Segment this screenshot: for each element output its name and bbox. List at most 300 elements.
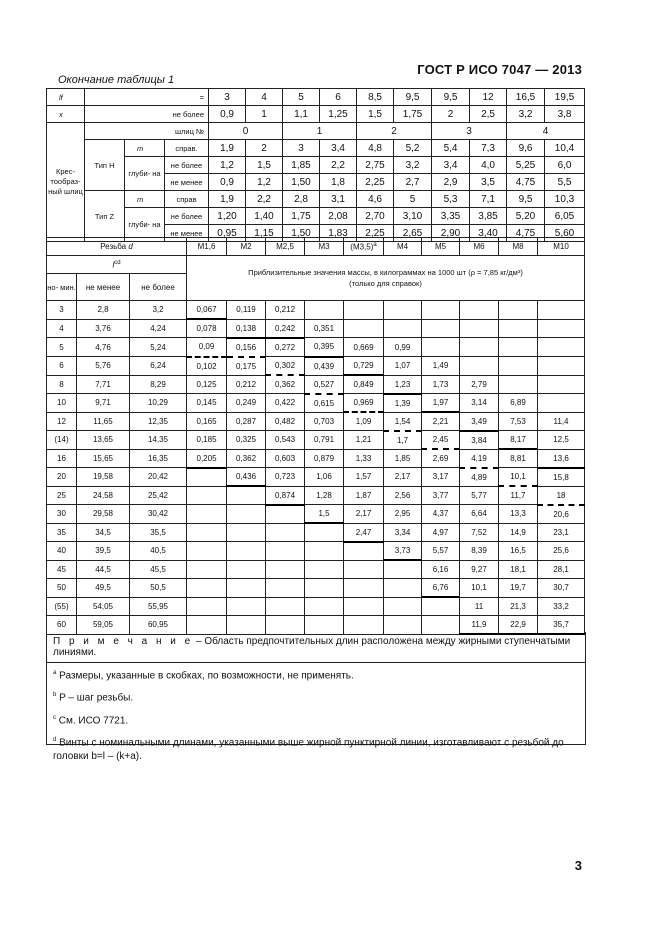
min-length: 5,76: [77, 357, 130, 376]
mass-value: 0,729: [344, 357, 384, 376]
slot-number: 0: [209, 123, 283, 140]
mass-value: 0,543: [266, 431, 305, 450]
m-value: 4,6: [357, 191, 394, 208]
table-row: [47, 319, 585, 338]
slot-number: 2: [357, 123, 432, 140]
footnote-b: $^b$ P – шаг резьбы.: [53, 692, 134, 704]
min-length: 3,76: [77, 319, 130, 338]
mass-value: 0,09: [187, 338, 227, 357]
mass-value: 4,19: [460, 449, 499, 468]
mass-value: 0,175: [227, 357, 266, 376]
mass-value: 0,422: [266, 394, 305, 413]
mass-value: 0,879: [305, 449, 344, 468]
recess-label: Крес- тообраз- ный шлиц: [47, 123, 85, 242]
depth-min-value: 4,75: [507, 225, 545, 242]
mass-value: 0,325: [227, 431, 266, 450]
mass-value: 1,33: [344, 449, 384, 468]
mass-value: 35,7: [538, 616, 585, 635]
mass-value: 0,212: [227, 375, 266, 394]
mass-value: [187, 468, 227, 487]
mass-value: 6,16: [422, 560, 460, 579]
mass-value: 5,57: [422, 542, 460, 561]
nominal-length: 12: [47, 412, 77, 431]
mass-value: [227, 523, 266, 542]
slot-label: шлиц №: [85, 123, 209, 140]
mass-value: [227, 542, 266, 561]
depth-max-value: 1,20: [209, 208, 246, 225]
thread-size: M1,6: [187, 238, 227, 256]
m-value: 5,4: [432, 140, 470, 157]
lf-value: 19,5: [545, 89, 585, 106]
mass-value: 0,99: [384, 338, 422, 357]
mass-value: [187, 560, 227, 579]
table-row: [47, 375, 585, 394]
mass-value: [538, 301, 585, 320]
mass-value: 0,138: [227, 319, 266, 338]
mass-value: 0,395: [305, 338, 344, 357]
mass-value: 0,703: [305, 412, 344, 431]
x-value: 2,5: [470, 106, 507, 123]
max-length: 6,24: [130, 357, 187, 376]
mass-value: 25,6: [538, 542, 585, 561]
mass-value: 1,06: [305, 468, 344, 487]
depth-max-value: 3,35: [432, 208, 470, 225]
mass-value: [384, 579, 422, 598]
depth-max-value: 1,5: [246, 157, 283, 174]
depth-min-value: 0,95: [209, 225, 246, 242]
mass-value: [305, 579, 344, 598]
depth-min-value: 2,90: [432, 225, 470, 242]
table-row: [47, 106, 585, 123]
lf-value: 3: [209, 89, 246, 106]
mass-value: [227, 505, 266, 524]
thread-size: M10: [538, 238, 585, 256]
mass-value: 0,615: [305, 394, 344, 413]
mass-value: [266, 542, 305, 561]
mass-value: 18: [538, 486, 585, 505]
nominal-length: 35: [47, 523, 77, 542]
table-row: [47, 140, 585, 157]
mass-value: 0,527: [305, 375, 344, 394]
mass-value: 1,39: [384, 394, 422, 413]
cond-cell: не менее: [165, 225, 209, 242]
m-value: 3,1: [320, 191, 357, 208]
table-row: [47, 394, 585, 413]
table-row: [47, 560, 585, 579]
table-caption: Окончание таблицы 1: [58, 74, 175, 86]
x-value: 3,2: [507, 106, 545, 123]
max-length: 12,35: [130, 412, 187, 431]
m-value: 2: [246, 140, 283, 157]
table-row: [47, 208, 585, 225]
mass-value: 2,47: [344, 523, 384, 542]
depth-max-value: 2,70: [357, 208, 394, 225]
mass-value: 1,54: [384, 412, 422, 431]
max-length: 35,5: [130, 523, 187, 542]
mass-value: 19,7: [499, 579, 538, 598]
mass-value: [266, 505, 305, 524]
mass-value: [344, 319, 384, 338]
slot-number: 1: [283, 123, 357, 140]
mass-value: [227, 597, 266, 616]
lf-value: 8,5: [357, 89, 394, 106]
table-row: [47, 89, 585, 106]
mass-value: [538, 319, 585, 338]
mass-value: 23,1: [538, 523, 585, 542]
m-value: 3: [283, 140, 320, 157]
nominal-length: 3: [47, 301, 77, 320]
mass-value: [266, 597, 305, 616]
nominal-length: 16: [47, 449, 77, 468]
nominal-length: 60: [47, 616, 77, 635]
table-row: [47, 431, 585, 450]
thread-size: M4: [384, 238, 422, 256]
thread-size: M6: [460, 238, 499, 256]
min-length: 15,65: [77, 449, 130, 468]
depth-min-value: 1,83: [320, 225, 357, 242]
mass-value: [460, 301, 499, 320]
depth-max-value: 6,0: [545, 157, 585, 174]
mass-value: [227, 560, 266, 579]
nominal-length: 40: [47, 542, 77, 561]
cond-cell: не более: [85, 106, 209, 123]
mass-value: 8,17: [499, 431, 538, 450]
min-length: 44,5: [77, 560, 130, 579]
mass-value: [344, 579, 384, 598]
min-length: 13,65: [77, 431, 130, 450]
mass-value: 2,21: [422, 412, 460, 431]
max-length: 14,35: [130, 431, 187, 450]
depth-min-value: 1,50: [283, 174, 320, 191]
mass-value: [187, 579, 227, 598]
col-max: не более: [130, 274, 187, 301]
depth-min-value: 2,9: [432, 174, 470, 191]
depth-max-value: 1,40: [246, 208, 283, 225]
min-length: 19,58: [77, 468, 130, 487]
min-length: 59,05: [77, 616, 130, 635]
length-label: $l^{cd}$: [47, 256, 187, 274]
mass-value: [422, 301, 460, 320]
mass-value: 0,723: [266, 468, 305, 487]
mass-value: 0,791: [305, 431, 344, 450]
mass-value: [422, 319, 460, 338]
min-length: 24,58: [77, 486, 130, 505]
mass-table: [46, 237, 585, 635]
m-value: 4,8: [357, 140, 394, 157]
mass-value: [227, 579, 266, 598]
m-value: 7,1: [470, 191, 507, 208]
x-value: 1,1: [283, 106, 320, 123]
mass-value: 6,64: [460, 505, 499, 524]
mass-value: [187, 505, 227, 524]
min-length: 49,5: [77, 579, 130, 598]
mass-value: [266, 523, 305, 542]
depth-min-value: 1,8: [320, 174, 357, 191]
depth-min-value: 5,5: [545, 174, 585, 191]
mass-value: [305, 301, 344, 320]
max-length: 10,29: [130, 394, 187, 413]
table-row: [47, 579, 585, 598]
mass-value: 12,5: [538, 431, 585, 450]
mass-value: 13,6: [538, 449, 585, 468]
mass-value: [384, 301, 422, 320]
mass-value: [384, 597, 422, 616]
m-value: 2,2: [246, 191, 283, 208]
mass-value: 2,17: [384, 468, 422, 487]
mass-value: 15,8: [538, 468, 585, 487]
mass-value: [499, 375, 538, 394]
depth-max-value: 6,05: [545, 208, 585, 225]
nominal-length: 50: [47, 579, 77, 598]
mass-value: [538, 338, 585, 357]
depth-label: глуби- на: [125, 157, 165, 191]
mass-value: 16,5: [499, 542, 538, 561]
mass-value: 14,9: [499, 523, 538, 542]
mass-value: 1,57: [344, 468, 384, 487]
mass-value: 11,7: [499, 486, 538, 505]
depth-max-value: 3,10: [394, 208, 432, 225]
mass-value: 0,156: [227, 338, 266, 357]
thread-size: M3: [305, 238, 344, 256]
max-length: 25,42: [130, 486, 187, 505]
max-length: 16,35: [130, 449, 187, 468]
mass-value: 2,17: [344, 505, 384, 524]
depth-max-value: 1,85: [283, 157, 320, 174]
table-row: [47, 191, 585, 208]
table-row: [47, 597, 585, 616]
symbol-lf: lf: [47, 89, 85, 106]
mass-value: 0,205: [187, 449, 227, 468]
depth-min-value: 4,75: [507, 174, 545, 191]
table-row: [47, 468, 585, 487]
depth-max-value: 5,25: [507, 157, 545, 174]
depth-min-value: 1,15: [246, 225, 283, 242]
mass-value: [344, 597, 384, 616]
depth-min-value: 1,2: [246, 174, 283, 191]
m-value: 5: [394, 191, 432, 208]
footnote-a: $^a$ Размеры, указанные в скобках, по возможности, не применять.: [53, 670, 354, 682]
table-row: [47, 486, 585, 505]
col-min: не менее: [77, 274, 130, 301]
mass-value: [266, 560, 305, 579]
mass-value: 0,242: [266, 319, 305, 338]
m-value: 1,9: [209, 191, 246, 208]
mass-value: [460, 357, 499, 376]
mass-value: [344, 301, 384, 320]
nominal-length: 30: [47, 505, 77, 524]
mass-value: 1,85: [384, 449, 422, 468]
nominal-length: 4: [47, 319, 77, 338]
mass-value: 22,9: [499, 616, 538, 635]
thread-size: $(M3,5)^a$: [344, 238, 384, 256]
depth-max-value: 2,08: [320, 208, 357, 225]
mass-value: [187, 597, 227, 616]
mass-value: 1,7: [384, 431, 422, 450]
mass-value: 0,436: [227, 468, 266, 487]
m-value: 7,3: [470, 140, 507, 157]
mass-value: 0,669: [344, 338, 384, 357]
mass-value: 0,145: [187, 394, 227, 413]
mass-value: 1,28: [305, 486, 344, 505]
depth-min-value: 2,7: [394, 174, 432, 191]
slot-number: 4: [507, 123, 585, 140]
depth-min-value: 2,25: [357, 225, 394, 242]
m-value: 10,3: [545, 191, 585, 208]
depth-label: глуби- на: [125, 208, 165, 242]
depth-max-value: 2,2: [320, 157, 357, 174]
type-z-label: Тип Z: [85, 191, 125, 242]
mass-value: [344, 542, 384, 561]
cond-cell: справ: [165, 191, 209, 208]
mass-value: 2,69: [422, 449, 460, 468]
max-length: 20,42: [130, 468, 187, 487]
mass-value: [499, 301, 538, 320]
mass-value: 6,89: [499, 394, 538, 413]
mass-value: 4,89: [460, 468, 499, 487]
x-value: 1: [246, 106, 283, 123]
mass-value: 33,2: [538, 597, 585, 616]
mass-value: 28,1: [538, 560, 585, 579]
mass-value: 0,078: [187, 319, 227, 338]
max-length: 45,5: [130, 560, 187, 579]
mass-value: 4,97: [422, 523, 460, 542]
thread-size: M8: [499, 238, 538, 256]
mass-value: [187, 542, 227, 561]
nominal-length: 10: [47, 394, 77, 413]
thread-label: Резьба d: [47, 238, 187, 256]
nominal-length: 6: [47, 357, 77, 376]
nominal-length: 45: [47, 560, 77, 579]
depth-min-value: 1,50: [283, 225, 320, 242]
depth-max-value: 3,85: [470, 208, 507, 225]
mass-value: 0,351: [305, 319, 344, 338]
max-length: 50,5: [130, 579, 187, 598]
lf-value: 9,5: [432, 89, 470, 106]
mass-value: 3,17: [422, 468, 460, 487]
mass-value: 11,4: [538, 412, 585, 431]
cond-cell: не более: [165, 157, 209, 174]
mass-value: 7,52: [460, 523, 499, 542]
table-row: [47, 505, 585, 524]
slot-number: 3: [432, 123, 507, 140]
col-nominal: но- мин.: [47, 274, 77, 301]
mass-value: 2,56: [384, 486, 422, 505]
max-length: 4,24: [130, 319, 187, 338]
mass-value: 2,95: [384, 505, 422, 524]
mass-value: 6,76: [422, 579, 460, 598]
min-length: 34,5: [77, 523, 130, 542]
mass-value: 21,3: [499, 597, 538, 616]
m-value: 10,4: [545, 140, 585, 157]
depth-max-value: 5,20: [507, 208, 545, 225]
min-length: 54,05: [77, 597, 130, 616]
mass-value: [499, 338, 538, 357]
lf-value: 6: [320, 89, 357, 106]
mass-value: [422, 597, 460, 616]
mass-value: 13,3: [499, 505, 538, 524]
mass-value: 30,7: [538, 579, 585, 598]
mass-value: 9,27: [460, 560, 499, 579]
x-value: 1,5: [357, 106, 394, 123]
max-length: 5,24: [130, 338, 187, 357]
mass-value: 8,39: [460, 542, 499, 561]
mass-value: 3,49: [460, 412, 499, 431]
mass-value: 1,73: [422, 375, 460, 394]
max-length: 55,95: [130, 597, 187, 616]
mass-value: [305, 523, 344, 542]
depth-max-value: 3,2: [394, 157, 432, 174]
nominal-length: 25: [47, 486, 77, 505]
page-number: 3: [574, 858, 582, 873]
max-length: 3,2: [130, 301, 187, 320]
mass-value: [187, 486, 227, 505]
mass-value: [266, 579, 305, 598]
symbol-x: x: [47, 106, 85, 123]
mass-value: 18,1: [499, 560, 538, 579]
mass-value: 0,125: [187, 375, 227, 394]
symbol-m: m: [125, 140, 165, 157]
mass-value: 5,77: [460, 486, 499, 505]
symbol-m: m: [125, 191, 165, 208]
mass-value: 3,73: [384, 542, 422, 561]
mass-value: 3,84: [460, 431, 499, 450]
lf-value: 16,5: [507, 89, 545, 106]
thread-size: M2,5: [266, 238, 305, 256]
footnote-d: $^d$ Винты с номинальными длинами, указанными выше жирной пунктирной линии, изготавливают с резьбой до головки b=l – (k+a).: [53, 736, 564, 763]
mass-value: 2,79: [460, 375, 499, 394]
main-note: П р и м е ч а н и е – Область предпочтительных длин расположена между жирными ступенчатыми линиями.: [47, 632, 585, 663]
mass-value: 0,212: [266, 301, 305, 320]
mass-value: [460, 319, 499, 338]
table-row: [47, 449, 585, 468]
mass-value: [384, 560, 422, 579]
min-length: 4,76: [77, 338, 130, 357]
min-length: 39,5: [77, 542, 130, 561]
depth-max-value: 2,75: [357, 157, 394, 174]
mass-value: 11,9: [460, 616, 499, 635]
mass-value: [344, 560, 384, 579]
thread-size: M2: [227, 238, 266, 256]
mass-value: [422, 338, 460, 357]
mass-value: 1,09: [344, 412, 384, 431]
nominal-length: (55): [47, 597, 77, 616]
cond-cell: справ.: [165, 140, 209, 157]
m-value: 9,5: [507, 191, 545, 208]
lf-value: 5: [283, 89, 320, 106]
mass-value: 3,14: [460, 394, 499, 413]
footnote-c: $^c$ См. ИСО 7721.: [53, 714, 129, 726]
mass-value: 4,37: [422, 505, 460, 524]
mass-value: [227, 486, 266, 505]
mass-value: 0,102: [187, 357, 227, 376]
min-length: 9,71: [77, 394, 130, 413]
mass-value: 3,77: [422, 486, 460, 505]
mass-value: 8,81: [499, 449, 538, 468]
min-length: 2,8: [77, 301, 130, 320]
mass-value: 3,34: [384, 523, 422, 542]
m-value: 2,8: [283, 191, 320, 208]
lf-value: 12: [470, 89, 507, 106]
x-value: 3,8: [545, 106, 585, 123]
mass-value: [460, 338, 499, 357]
table-row: [47, 238, 585, 256]
x-value: 2: [432, 106, 470, 123]
mass-value: 0,362: [266, 375, 305, 394]
min-length: 11,65: [77, 412, 130, 431]
mass-title: Приблизительные значения массы, в килограммах на 1000 шт (ρ = 7,85 кг/дм³) (только для справок): [187, 256, 585, 301]
mass-value: [305, 560, 344, 579]
nominal-length: 5: [47, 338, 77, 357]
